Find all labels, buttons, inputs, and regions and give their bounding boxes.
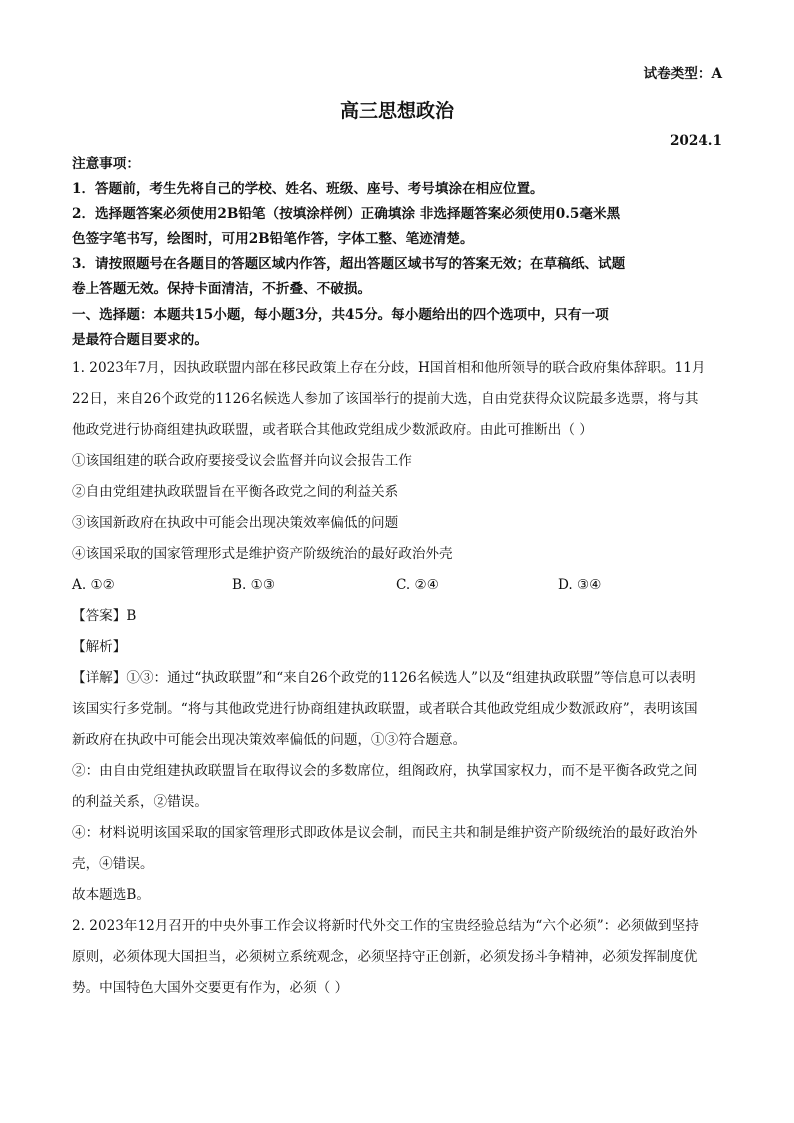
notice-item: 3．请按照题号在各题目的答题区域内作答，超出答题区域书写的答案无效；在草稿纸、试题 [72,256,626,272]
analysis-text: 【详解】①③：通过“执政联盟”和“来自26个政党的1126名候选人”以及“组建执政联盟”等信息可以表明 [72,670,696,686]
option-d: D. ③④ [558,577,602,593]
question-stem: 他政党进行协商组建执政联盟，或者联合其他政党组成少数派政府。由此可推断出（ ） [72,422,593,438]
paper-type: 试卷类型：A [643,66,722,82]
analysis-label: 【解析】 [72,639,127,655]
exam-page [72,0,722,1123]
page-title: 高三思想政治 [339,100,454,122]
section-heading: 一、选择题：本题共15小题，每小题3分，共45分。每小题给出的四个选项中，只有一项 [72,307,609,323]
question-stem: 2. 2023年12月召开的中央外事工作会议将新时代外交工作的宝贵经验总结为“六个必须”：必须做到坚持 [72,918,699,934]
notice-heading: 注意事项： [72,156,140,172]
analysis-text: 故本题选B。 [72,887,150,903]
analysis-text: 壳，④错误。 [72,856,154,872]
notice-item: 1．答题前，考生先将自己的学校、姓名、班级、座号、考号填涂在相应位置。 [72,181,544,197]
answer: 【答案】B [72,608,137,624]
statement: ④该国采取的国家管理形式是维护资产阶级统治的最好政治外壳 [72,546,453,562]
section-heading: 是最符合题目要求的。 [72,332,208,348]
notice-item: 卷上答题无效。保持卡面清洁，不折叠、不破损。 [72,281,372,297]
analysis-text: 该国实行多党制。“将与其他政党进行协商组建执政联盟，或者联合其他政党组成少数派政府”，表明该国 [72,701,698,717]
analysis-text: ②：由自由党组建执政联盟旨在取得议会的多数席位，组阁政府，执掌国家权力，而不是平衡各政党之间 [72,763,698,779]
option-b: B. ①③ [232,577,276,593]
question-stem: 1. 2023年7月，因执政联盟内部在移民政策上存在分歧，H国首相和他所领导的联合政府集体辞职。11月 [72,360,706,376]
question-stem: 原则，必须体现大国担当，必须树立系统观念，必须坚持守正创新，必须发扬斗争精神，必须发挥制度优 [72,949,698,965]
statement: ③该国新政府在执政中可能会出现决策效率偏低的问题 [72,515,399,531]
statement: ②自由党组建执政联盟旨在平衡各政党之间的利益关系 [72,484,399,500]
analysis-text: 新政府在执政中可能会出现决策效率偏低的问题，①③符合题意。 [72,732,467,748]
notice-item: 色签字笔书写，绘图时，可用2B铅笔作答，字体工整、笔迹清楚。 [72,231,474,247]
exam-date: 2024.1 [669,133,722,149]
question-stem: 22日，来自26个政党的1126名候选人参加了该国举行的提前大选，自由党获得众议院最多选票，将与其 [72,391,699,407]
statement: ①该国组建的联合政府要接受议会监督并向议会报告工作 [72,453,412,469]
analysis-text: 的利益关系，②错误。 [72,794,208,810]
option-c: C. ②④ [396,577,439,593]
analysis-text: ④：材料说明该国采取的国家管理形式即政体是议会制，而民主共和制是维护资产阶级统治的最好政治外 [72,825,698,841]
option-a: A. ①② [72,577,115,593]
notice-item: 2．选择题答案必须使用2B铅笔（按填涂样例）正确填涂 非选择题答案必须使用0.5毫米黑 [72,206,621,222]
question-stem: 势。中国特色大国外交要更有作为，必须（ ） [72,980,349,996]
